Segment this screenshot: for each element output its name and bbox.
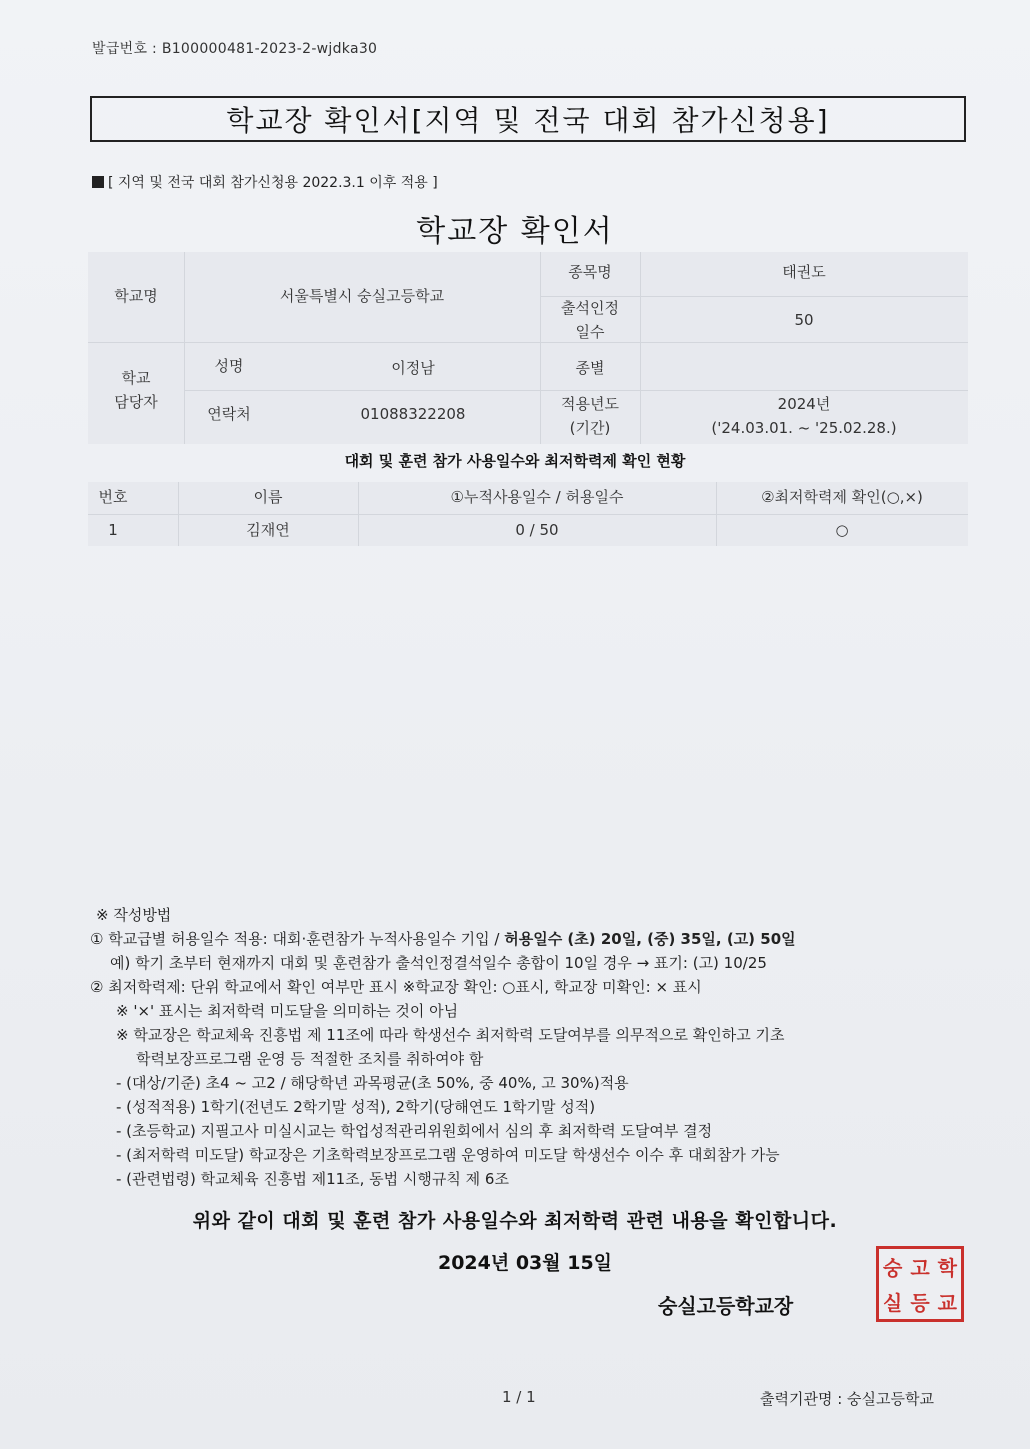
section-title: 대회 및 훈련 참가 사용일수와 최저학력제 확인 현황 <box>344 452 686 470</box>
status-table <box>88 482 968 546</box>
notes-line: 학력보장프로그램 운영 등 적절한 조치를 취하여야 함 <box>136 1050 484 1068</box>
info-divider <box>88 342 968 343</box>
info-divider <box>540 390 968 391</box>
name-label: 성명 <box>214 357 244 375</box>
notes-line: ② 최저학력제: 단위 학교에서 확인 여부만 표시 ※학교장 확인: ○표시, 학교장 미확인: × 표시 <box>90 978 702 996</box>
notes-line: - (관련법령) 학교체육 진흥법 제11조, 동법 시행규칙 제 6조 <box>116 1170 509 1188</box>
seal-char: 숭 <box>883 1256 903 1280</box>
year-label <box>540 392 640 440</box>
notes-line: ※ 학교장은 학교체육 진흥법 제 11조에 따라 학생선수 최저학력 도달여부를 의무적으로 확인하고 기초 <box>116 1026 785 1044</box>
event-label: 종별 <box>575 359 605 377</box>
issue-number: 발급번호 : B100000481-2023-2-wjdka30 <box>92 41 378 57</box>
seal-char: 학 <box>937 1256 957 1280</box>
principal-signature: 숭실고등학교장 <box>658 1294 794 1318</box>
notes-line: - (성적적용) 1학기(전년도 2학기말 성적), 2학기(당해연도 1학기말 성적) <box>116 1098 596 1116</box>
page-number: 1 / 1 <box>502 1388 536 1406</box>
school-value: 서울특별시 숭실고등학교 <box>279 287 445 305</box>
info-divider <box>184 390 540 391</box>
confirmation-statement: 위와 같이 대회 및 훈련 참가 사용일수와 최저학력 관련 내용을 확인합니다. <box>192 1210 838 1232</box>
seal-char: 고 <box>910 1256 930 1280</box>
seal-char: 교 <box>937 1291 957 1315</box>
issue-date: 2024년 03월 15일 <box>437 1252 613 1274</box>
table-header-cell: 번호 <box>98 488 128 506</box>
seal-char: 등 <box>910 1291 930 1315</box>
year-value-line1: 2024년 <box>777 395 831 413</box>
info-table <box>88 252 968 444</box>
notes-line1-text: ① 학교급별 허용일수 적용: 대회·훈련참가 누적사용일수 기입 / <box>90 930 505 948</box>
table-header-cell: ②최저학력제 확인(○,×) <box>761 488 923 506</box>
year-label-line2: (기간) <box>569 419 611 437</box>
notes-heading: ※ 작성방법 <box>96 906 172 924</box>
table-cell: 1 <box>108 521 118 539</box>
notes-line: 예) 학기 초부터 현재까지 대회 및 훈련참가 출석인정결석일수 총합이 10일 경우 → 표기: (고) 10/25 <box>110 954 767 972</box>
year-label-line1: 적용년도 <box>561 395 619 413</box>
seal-char: 실 <box>883 1291 903 1315</box>
sport-label: 종목명 <box>568 263 612 281</box>
sub-note-text: [ 지역 및 전국 대회 참가신청용 2022.3.1 이후 적용 ] <box>108 175 438 191</box>
table-cell: ○ <box>835 521 849 539</box>
school-seal-stamp <box>876 1246 964 1322</box>
square-bullet-icon <box>92 176 104 188</box>
header-title-box <box>90 96 966 142</box>
manager-label <box>88 366 184 414</box>
attendance-value: 50 <box>794 311 814 329</box>
document-title: 학교장 확인서 <box>416 214 614 249</box>
sub-note <box>92 172 438 192</box>
notes-line: - (대상/기준) 초4 ~ 고2 / 해당학년 과목평균(초 50%, 중 40%, 고 30%)적용 <box>116 1074 629 1092</box>
contact-label: 연락처 <box>207 405 251 423</box>
notes-line1-bold: 허용일수 (초) 20일, (중) 35일, (고) 50일 <box>504 930 796 948</box>
header-title: 학교장 확인서[지역 및 전국 대회 참가신청용] <box>226 104 830 137</box>
manager-label-line2: 담당자 <box>114 393 158 411</box>
manager-label-line1: 학교 <box>121 369 151 387</box>
notes-line: - (최저학력 미도달) 학교장은 기초학력보장프로그램 운영하여 미도달 학생선수 이수 후 대회참가 가능 <box>116 1146 780 1164</box>
notes-line <box>90 928 796 949</box>
notes-line: ※ '×' 표시는 최저학력 미도달을 의미하는 것이 아님 <box>116 1002 459 1020</box>
table-header-cell: ①누적사용일수 / 허용일수 <box>450 488 624 506</box>
school-label: 학교명 <box>114 287 158 305</box>
attendance-label <box>540 296 640 344</box>
year-value <box>640 392 968 440</box>
sport-value: 태권도 <box>782 263 826 281</box>
notes-line: - (초등학교) 지필고사 미실시교는 학업성적관리위원회에서 심의 후 최저학력 도달여부 결정 <box>116 1122 713 1140</box>
name-value: 이정남 <box>391 359 435 377</box>
table-header-cell: 이름 <box>253 488 283 506</box>
issuing-institution: 출력기관명 : 숭실고등학교 <box>760 1390 934 1408</box>
attendance-label-line2: 일수 <box>575 323 605 341</box>
attendance-label-line1: 출석인정 <box>561 299 619 317</box>
year-value-line2: ('24.03.01. ~ '25.02.28.) <box>711 419 897 437</box>
table-cell: 0 / 50 <box>515 521 559 539</box>
table-cell: 김재연 <box>246 521 290 539</box>
contact-value: 01088322208 <box>360 405 466 423</box>
